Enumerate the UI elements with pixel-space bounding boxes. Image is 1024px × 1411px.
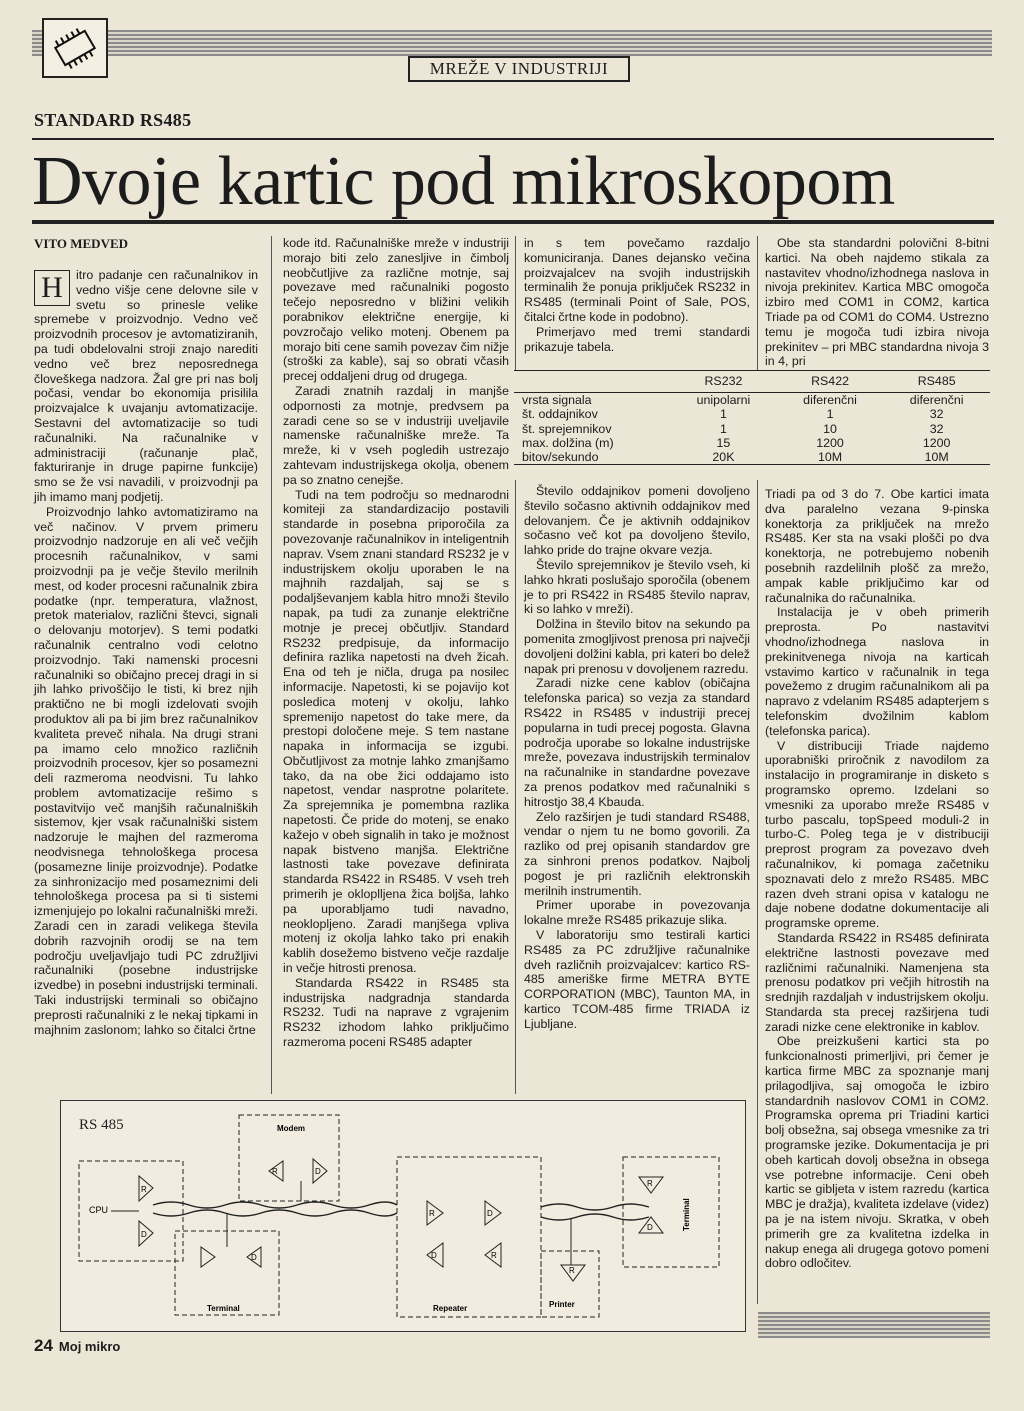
bus-wire <box>541 1214 649 1220</box>
section-label: MREŽE V INDUSTRIJI <box>408 56 630 82</box>
article-column-3 <box>524 236 750 354</box>
cpu-label: CPU <box>89 1205 109 1215</box>
paragraph: Primer uporabe in povezovanja lokalne mreže RS485 prikazuje slika. <box>524 898 750 928</box>
receiver-label: R <box>647 1179 653 1188</box>
column-divider <box>757 236 758 370</box>
page-number: 24 <box>34 1336 53 1355</box>
table-cell: 1200 <box>816 435 844 450</box>
table-cell: 10 <box>823 421 837 436</box>
article-column-2 <box>283 236 509 1050</box>
terminal-right-label: Terminal <box>682 1198 691 1231</box>
printer-label: Printer <box>549 1300 575 1309</box>
table-cell: 10M <box>817 450 843 465</box>
receiver-label: R <box>491 1251 497 1260</box>
table-cell: unipolarni <box>696 393 751 408</box>
table-row <box>514 422 990 436</box>
paragraph: Obe sta standardni polovični 8-bitni kartici. Na obeh najdemo stikala za nastavitev vhodno/izhodnega naslova in nivoja prekinitev. Kartica MBC omogoča izbiro med COM1 in COM2, kartica Triade pa od COM1 do COM4. Ustrezno temu je mogoča tudi izbira nivoja prekinitev – pri MBC standardna nivoja 3 in 4, pri <box>765 236 989 369</box>
paragraph: Zaradi znatnih razdalj in manjše odpornosti za motnje, predvsem pa zaradi cene so se v industriji uveljavile namenske računalniške mreže. Ta mreže, ki v vseh pogledih ustrezajo zahtevam industrijskega okolja, obenem pa so znatno cenejše. <box>283 383 509 487</box>
paragraph: V laboratoriju smo testirali kartici RS485 za PC združljive računalnike dveh različnih proizvajalcev: kartico RS-485 ameriške firme METRA BYTE CORPORATION (MBC), Taunton MA, in kartico TCOM-485 firme TRIADA iz Ljubljane. <box>524 927 750 1031</box>
driver-label: D <box>315 1167 321 1176</box>
table-header <box>514 372 670 393</box>
paragraph: Število sprejemnikov je število vseh, ki lahko hkrati poslušajo sporočila (obenem je to pri RS422 in RS485 število naprav, ki so lahko v mreži). <box>524 557 750 617</box>
paragraph: Število oddajnikov pomeni dovoljeno število sočasno aktivnih oddajnikov med delovanjem. Če je aktivnih oddajnikov sočasno več kot pa dovoljeno število, lahko pride do trajne okvare vezja. <box>524 484 750 558</box>
headline: Dvoje kartic pod mikroskopom <box>32 143 895 220</box>
article-column-4 <box>765 236 989 369</box>
paragraph: Dolžina in število bitov na sekundo pa pomenita zmogljivost prenosa pri največji dovoljeni dolžini kabla, pri kateri bo delež napak pri prenosu v dovoljenem razredu. <box>524 617 750 676</box>
table-header: RS232 <box>704 374 743 388</box>
table-header: RS485 <box>917 374 956 388</box>
comparison-table <box>514 372 990 465</box>
paragraph: Zelo razširjen je tudi standard RS488, vendar o njem tu ne bomo govorili. Za razliko od prej opisanih standardov gre za sinhroni prenos podatkov. Najbolj pogost je pri različnih elektronskih merilnih instrumentih. <box>524 809 750 898</box>
table-cell: vrsta signala <box>522 393 592 408</box>
author: VITO MEDVED <box>34 236 129 251</box>
column-divider <box>757 480 758 1304</box>
paragraph: Standarda RS422 in RS485 definirata električne lastnosti povezave med različnimi računalniki. Namenjena sta prenosu podatkov pri večjih hitrostih na srednjih razdaljah v industrijskem okolju. Standarda sta precej razširjena tudi zaradi nizke cene elektronike in kablov. <box>765 930 989 1034</box>
driver-icon <box>201 1247 215 1267</box>
table-cell: 15 <box>716 435 731 450</box>
drop-cap: H <box>34 270 70 306</box>
table-cell: diferenčni <box>803 393 857 408</box>
table-cell: 1 <box>719 407 727 422</box>
driver-label: D <box>487 1209 493 1218</box>
article-column-4-continued <box>765 487 989 1271</box>
header-stripe <box>32 30 992 56</box>
paragraph: V distribuciji Triade najdemo uporabniški priročnik z navodilom za instalacijo in programiranje in disketo s programsko opremo. Izdelani so vmesniki za uporabo mreže RS485 v turbo pascalu, topSpeed moduli-2 in turbo-C. Poleg tega je v distribuciji preprost program za povezavo dveh računalnikov, ki pomaga začetniku spoznavati delo z mrežo RS485. MBC razen dveh strani opisa v katalogu ne daje nobene dodatne dokumentacije ali programske opreme. <box>765 738 989 931</box>
bus-wire <box>153 1202 397 1208</box>
receiver-label: R <box>569 1266 575 1275</box>
paragraph: kode itd. Računalniške mreže v industriji morajo biti zelo zanesljive in čimbolj neobčutljive za različne motnje, saj povezave med računalniki pogosto tečejo neposredno v bližini velikih porabnikov električne energije, ki povzročajo veliko motenj. Obenem pa morajo biti cene samih povezav čim nižje (stroški za kable), saj so obrati včasih precej oddaljeni drug od drugega. <box>283 236 509 384</box>
table-cell: 10M <box>924 450 949 465</box>
paragraph: Proizvodnjo lahko avtomatiziramo na več načinov. V prvem primeru proizvodnjo nadzoruje en ali več večjih procesnih računalnikov, v sami proizvodnji pa je večje število merilnih mest, od koder procesni računalnik zbira podatke (npr. temperatura, vlažnost, pretok materialov, različni števci, signali o delovanju motorjev). S temi podatki računalnik centralno vodi celotno proizvodnjo. Taki namenski procesni računalniki so običajno precej dragi in si jih lahko privoščijo le tisti, ki brez njih praktično ne bi mogli izdelovati svojih produktov ali pa bi jim brez računalnikov kvaliteta preveč nihala. Na drugi strani pa imamo celo množico različnih proizvodnih procesov, kjer so posamezni deli razmeroma neodvisni. Tu lahko problem avtomatizacije rešimo s postavitvijo več manjših računalniških sistemov, kjer vsak računalniški sistem nadzoruje le majhen del razmeroma neodvisnega tehnološkega procesa (posamezne linije proizvodnje). Podatke za sinhronizacijo med posameznimi deli tehnološkega procesa pa si ti sistemi izmenjujejo po lokalni računalniški mreži. Zaradi cen in zaradi velikega števila dobrih razvojnih orodij se na tem področju uveljavljajo tudi PC združljivi računalniki (posebne industrijske izvedbe) in posebni industrijski terminali. Taki industrijski terminali so običajno preprosti računalniki z le nekaj tipkami in majhnim zaslonom; lahko so čitalci črtne <box>34 504 258 1037</box>
column-divider <box>271 236 272 1094</box>
paragraph: Primerjavo med tremi standardi prikazuje tabela. <box>524 324 750 354</box>
table-cell: 1 <box>719 421 727 436</box>
bus-wire <box>541 1204 649 1210</box>
table-cell: št. sprejemnikov <box>522 421 612 436</box>
article-column-1 <box>34 268 258 1037</box>
paragraph: Triadi pa od 3 do 7. Obe kartici imata dva paralelno vezana 9-pinska konektorja za priključek na mrežo RS485. Ker sta na vsaki plošči po dva konektorja, ne potrebujemo nobenih posebnih razdelilnih plošč za mrežo, ampak kable priključimo kar od računalnika do računalnika. <box>765 487 989 605</box>
footer-stripe <box>758 1312 990 1338</box>
paragraph: in s tem povečamo razdaljo komuniciranja. Danes dejansko večina proizvajalcev na svojih industrijskih terminalih že ponuja priključek RS232 in RS485 (terminali Point of Sale, POS, čitalci črtne kode in podobno). <box>524 236 750 324</box>
paragraph: Instalacija je v obeh primerih preprosta. Po nastavitvi vhodno/izhodnega naslova in prekinitvenega nivoja na karticah vstavimo kartico v računalnik in tega povežemo z drugim računalnikom ali pa napravo z vdelanim RS485 adapterjem s telefonskim dvožilnim kablom (telefonska parica). <box>765 605 989 738</box>
column-divider <box>515 236 516 370</box>
table-header-row <box>514 372 990 393</box>
table-row <box>514 407 990 421</box>
table-cell: 32 <box>929 407 944 422</box>
driver-label: D <box>647 1223 653 1232</box>
rule <box>32 220 994 224</box>
table-row <box>514 393 990 408</box>
table-header: RS422 <box>811 374 849 388</box>
terminal-right-box <box>623 1157 719 1267</box>
table-cell: max. dolžina (m) <box>522 435 614 450</box>
receiver-label: R <box>141 1185 147 1194</box>
rs485-network-diagram <box>60 1100 746 1332</box>
table-cell: 20K <box>712 450 735 465</box>
paragraph: Zaradi nizke cene kablov (običajna telefonska parica) so vezja za standard RS422 in RS485 v industriji precej popularna in tudi precej pogosta. Glavna področja uporabe so lokalne industrijske mreže, povezava industrijskih terminalov na računalnike in standardne povezave za prenos podatkov med računalniki s hitrostjo 38,4 Kbauda. <box>524 676 750 809</box>
repeater-label: Repeater <box>433 1304 468 1313</box>
table-cell: 1 <box>826 407 834 422</box>
kicker: STANDARD RS485 <box>34 110 192 130</box>
receiver-label: R <box>272 1167 278 1176</box>
bus-wire <box>153 1210 397 1216</box>
driver-label: D <box>141 1230 147 1239</box>
table-cell: diferenčni <box>909 393 964 408</box>
modem-label: Modem <box>277 1124 305 1133</box>
magazine-name: Moj mikro <box>58 1339 121 1354</box>
table-cell: 32 <box>929 421 944 436</box>
driver-label: D <box>251 1253 257 1262</box>
diagram-title: RS 485 <box>79 1117 124 1133</box>
page-folio <box>34 1336 120 1356</box>
terminal-label: Terminal <box>207 1304 240 1313</box>
article-column-3-continued <box>524 484 750 1031</box>
table-rule <box>514 370 990 371</box>
receiver-label: R <box>429 1209 435 1218</box>
driver-label: D <box>431 1251 437 1260</box>
table-cell: 1200 <box>922 435 951 450</box>
table-cell: bitov/sekundo <box>522 450 599 465</box>
column-divider <box>515 480 516 1094</box>
paragraph: Obe preizkušeni kartici sta po funkcionalnosti primerljivi, pri čemer je kartica firme MBC za spoznanje manj prilagodljiva, saj omogoča le izbiro standardnih naslovov COM1 in COM2. Programska oprema pri Triadini kartici bolj obsežna, saj obsega vmesnike za tri programske jezike. Dokumentacija je pri obeh karticah dovolj obsežna in obsega vse potrebne informacije. Ceni obeh kartic se gibljeta v istem razredu (kartica MBC je dražja), kvaliteta izdelave (videz) pa je na istem nivoju. Skratka, v obeh primerih gre za kvalitetna izdelka in nakup enega ali drugega gotovo pomeni dobro odločitev. <box>765 1034 989 1271</box>
paragraph: Standarda RS422 in RS485 sta industrijska nadgradnja standarda RS232. Tudi na napravе z vgrajenim RS232 izhodom lahko priključimo razmeroma poceni RS485 adapter <box>283 975 509 1050</box>
table-cell: št. oddajnikov <box>522 407 598 422</box>
table-row <box>514 436 990 450</box>
paragraph: Tudi na tem področju so mednarodni komiteji za standardizacijo postavili standarde in posebna priporočila za povezovanje računalnikov in inteligentnih naprav. Vsem znani standard RS232 je v industrijskem okolju uporaben le na majhnih razdaljah, saj se s podaljševanjem kabla hitro množi število napak, pa tudi za zunanje električne motnje je precej občutljiv. Standard RS232 predpisuje, da informacijo definira razlika napetosti na dveh žicah. Ena od teh je ničla, druga pa nosilec informacije. Napetosti, ki se pojavijo kot posledica motenj v okolju, lahko spremenijo napetost do take mere, da prestopi določene meje. S tem nastane napaka in informacija se izgubi. Občutljivost za motnje lahko zmanjšamo tako, da na obe žici oddajamo isto napetost, vendar nasprotne polaritete. Za sprejemnika je pomembna razlika napetosti. Če pride do motenj, se enako kažejo v obeh signalih in tako je možnost napak bistveno manjša. Električne lastnosti take povezave definirata standarda RS422 in RS485. V vseh treh primerih je okloplljena žica boljša, lahko pa uporabljamo tudi navadno, neoklopljeno. Zaradi manjšega vpliva motenj iz okolja lahko tako pri enakih kablih dosežemo bistveno večje razdalje in večje hitrosti prenosa. <box>283 487 509 976</box>
table-row <box>514 450 990 465</box>
chip-logo-icon <box>42 18 108 78</box>
paragraph: itro padanje cen računalnikov in vedno višje cene delovne sile v svetu so prinesle velike spremebe v proizvodnjo. Vedno več proizvodnih procesov je avtomatiziranih, pa tudi obdelovalni stroji znajo narediti vedno več brez neposrednega človeškega nadzora. Žal gre pri nas bolj počasi, vendar bo ekonomija prisilila proizvajalce k uvajanju avtomatizacije. Sestavni del avtomatizacije so tudi računalniki. Na računalnike v administraciji (računanje plač, fakturiranje in druge papirne funkcije) smo se že vsi navadili, v proizvodnji pa jih imamo manj podjetij. <box>34 268 258 504</box>
repeater-box <box>397 1157 541 1317</box>
